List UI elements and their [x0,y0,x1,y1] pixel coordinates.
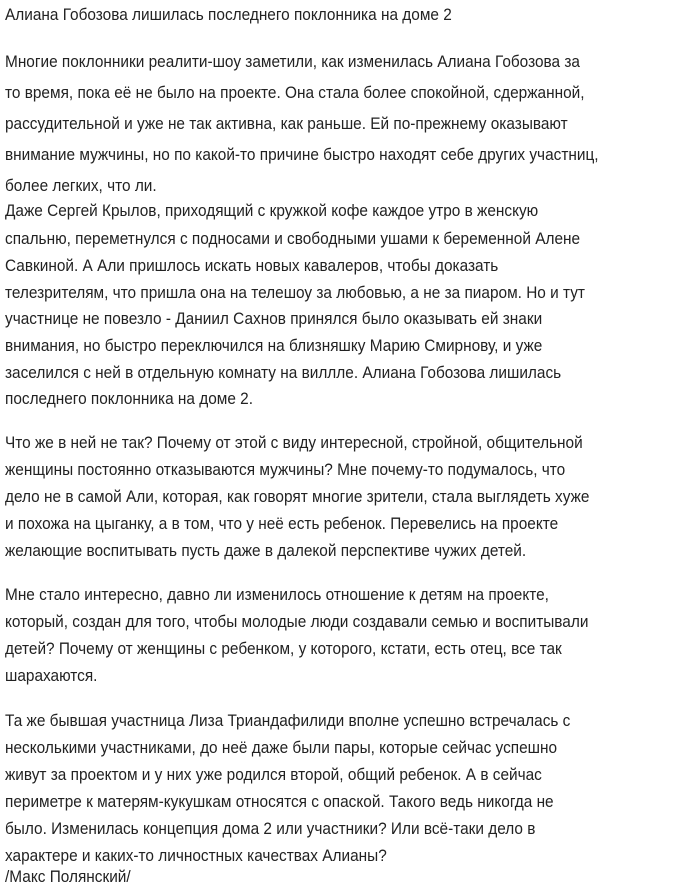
text-line: который, создан для того, чтобы молодые люди создавали семью и воспитывали [5,612,589,631]
text-line: женщины постоянно отказываются мужчины? Мне почему-то подумалось, что [5,460,566,479]
text-line: телезрителям, что пришла она на телешоу за любовью, а не за пиаром. Но и тут [5,283,585,302]
text-line: спальню, переметнулся с подносами и свободными ушами к беременной Алене [5,229,581,248]
text-line: и похожа на цыганку, а в том, что у неё есть ребенок. Перевелись на проекте [5,514,559,533]
text-line: периметре к матерям-кукушкам относятся с опаской. Такого ведь никогда не [5,792,554,811]
text-line: заселился с ней в отдельную комнату на виллле. Алиана Гобозова лишилась [5,363,562,382]
text-line: участнице не повезло - Даниил Сахнов принялся было оказывать ей знаки [5,309,543,328]
text-line: Мне стало интересно, давно ли изменилось отношение к детям на проекте, [5,585,549,604]
author-signature: /Макс Полянский/ [5,867,131,886]
text-line: живут за проектом и у них уже родился второй, общий ребенок. А в сейчас [5,765,542,784]
text-line: Многие поклонники реалити-шоу заметили, как изменилась Алиана Гобозова за [5,52,580,71]
text-line: дело не в самой Али, которая, как говорят многие зрители, стала выглядеть хуже [5,487,590,506]
text-line: Та же бывшая участница Лиза Триандафилиди вполне успешно встречалась с [5,711,571,730]
text-line: Что же в ней не так? Почему от этой с виду интересной, стройной, общительной [5,433,583,452]
text-line: внимание мужчины, но по какой-то причине быстро находят себе других участниц, [5,145,599,164]
text-line: Савкиной. А Али пришлось искать новых кавалеров, чтобы доказать [5,256,499,275]
text-line: характере и каких-то личностных качествах Алианы? [5,846,387,865]
text-line: шарахаются. [5,666,98,685]
text-line: детей? Почему от женщины с ребенком, у которого, кстати, есть отец, все так [5,639,562,658]
text-line: рассудительной и уже не так активна, как раньше. Ей по-прежнему оказывают [5,114,568,133]
text-line: внимания, но быстро переключился на близняшку Марию Смирнову, и уже [5,336,543,355]
text-line: было. Изменилась концепция дома 2 или участники? Или всё-таки дело в [5,819,536,838]
article-title: Алиана Гобозова лишилась последнего поклонника на доме 2 [5,5,452,24]
text-line: то время, пока её не было на проекте. Она стала более спокойной, сдержанной, [5,83,585,102]
text-line: несколькими участниками, до неё даже были пары, которые сейчас успешно [5,738,558,757]
text-line: Даже Сергей Крылов, приходящий с кружкой кофе каждое утро в женскую [5,201,539,220]
text-line: последнего поклонника на доме 2. [5,389,253,408]
text-line: желающие воспитывать пусть даже в далекой перспективе чужих детей. [5,541,527,560]
text-line: более легких, что ли. [5,176,157,195]
